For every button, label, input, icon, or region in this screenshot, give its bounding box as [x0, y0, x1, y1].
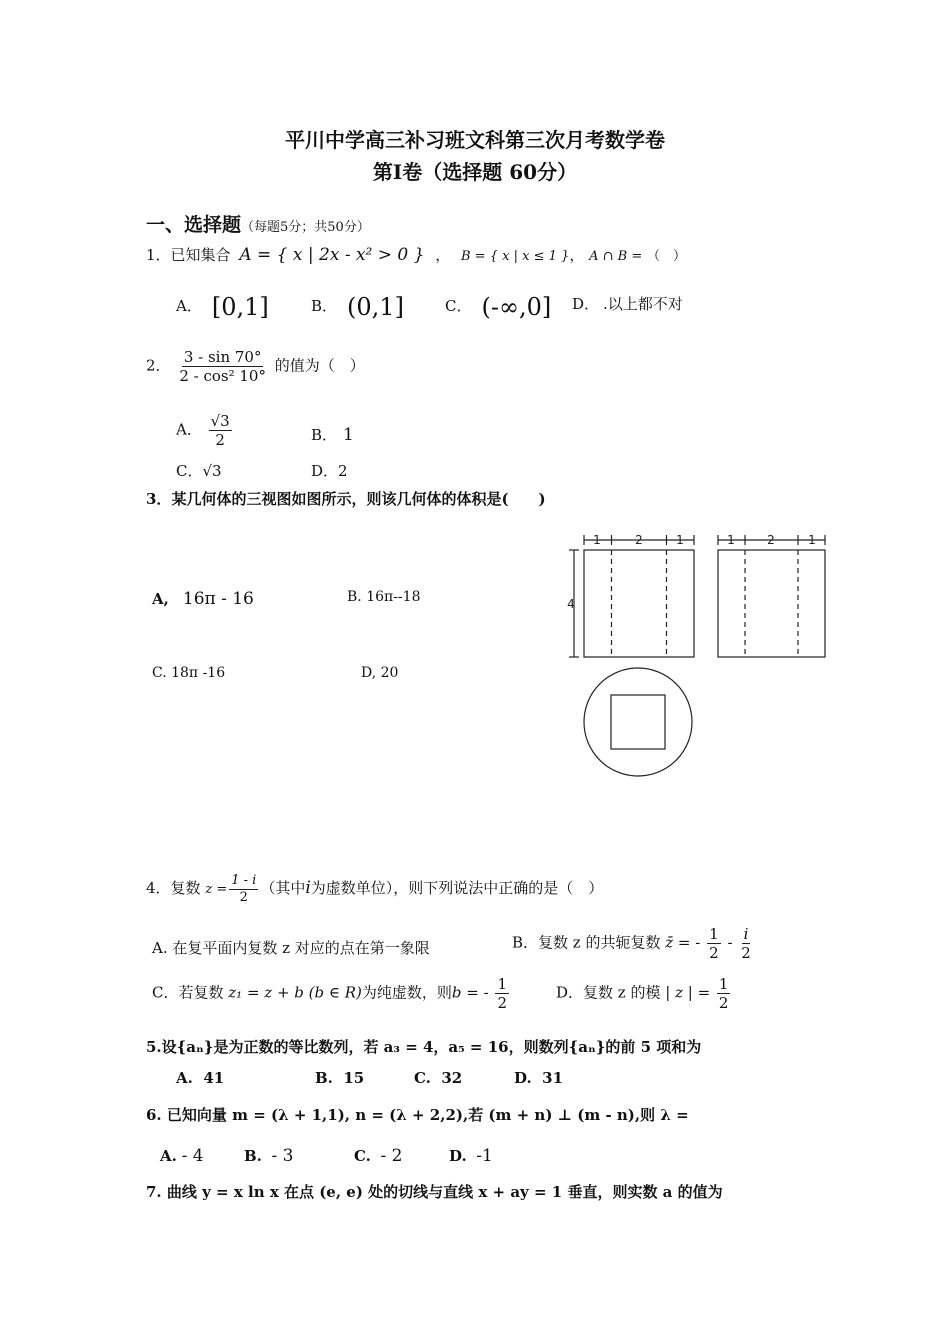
- option-label: A．: [176, 297, 202, 315]
- imag-unit: i: [305, 878, 311, 899]
- q3-option-d[interactable]: D, 20: [361, 665, 399, 681]
- q5-option-d[interactable]: [514, 1069, 563, 1087]
- q1-option-a[interactable]: [176, 293, 269, 321]
- dim-label: 1: [676, 533, 684, 547]
- option-minus: -: [727, 933, 733, 952]
- q4-option-b[interactable]: [512, 925, 755, 962]
- question-6: 6. 已知向量 m = (λ + 1,1), n = (λ + 2,2),若 (m + n) ⊥ (m - n),则 λ =: [146, 1106, 689, 1124]
- option-label: D.: [449, 1147, 467, 1165]
- q2-option-d[interactable]: [311, 460, 348, 481]
- question-text: 的值为（ ）: [274, 356, 365, 375]
- q6-option-d[interactable]: [449, 1146, 493, 1166]
- page-subtitle: 第Ⅰ卷（选择题 60分）: [372, 160, 578, 184]
- section-heading: [146, 210, 370, 237]
- option-text: D．复数 z 的模: [556, 983, 661, 1002]
- option-label: B．: [311, 297, 338, 315]
- question-5: 5.设{aₙ}是为正数的等比数列，若 a₃ = 4，a₅ = 16，则数列{aₙ}的前 5 项和为: [146, 1038, 702, 1056]
- q4-option-c[interactable]: [152, 975, 511, 1012]
- question-7: 7. 曲线 y = x ln x 在点 (e, e) 处的切线与直线 x + ay = 1 垂直，则实数 a 的值为: [146, 1183, 723, 1201]
- option-text: B．复数 z 的共轭复数: [512, 933, 661, 952]
- option-label: A．: [176, 420, 202, 439]
- z-equation: z =: [205, 882, 228, 898]
- option-value: - 4: [181, 1146, 204, 1166]
- option-value: -1: [476, 1146, 493, 1166]
- option-fraction: $\frac{i}{2}$: [741, 925, 751, 962]
- option-label: C．: [445, 297, 472, 315]
- question-text: 已知集合: [170, 246, 231, 264]
- side-view-rect: [718, 550, 825, 657]
- option-label: D．: [311, 462, 339, 480]
- q3-option-c[interactable]: C. 18π -16: [152, 665, 226, 681]
- answer-paren: （ ）: [647, 249, 687, 264]
- question-number: 1．: [146, 246, 171, 264]
- q2-option-a[interactable]: [176, 412, 234, 449]
- option-value: (0,1]: [347, 293, 404, 321]
- option-value: 15: [343, 1069, 365, 1087]
- q1-option-c[interactable]: [445, 293, 551, 321]
- q3-option-a[interactable]: [152, 589, 254, 609]
- q1-option-d[interactable]: [572, 293, 683, 314]
- option-label: D.: [514, 1069, 532, 1087]
- dim-label: 1: [593, 533, 601, 547]
- question-1: 1．已知集合 A = { x | 2x - x² > 0 } ， B = { x | x ≤ 1 }， A ∩ B = （ ）: [146, 245, 687, 265]
- q4-option-d[interactable]: [556, 975, 732, 1012]
- set-a: A = { x | 2x - x² > 0 }: [239, 245, 425, 265]
- option-eq: z̄ = -: [665, 933, 701, 952]
- q2-option-b[interactable]: [311, 424, 354, 445]
- question-text: 为虚数单位），则下列说法中正确的是（ ）: [310, 879, 604, 898]
- section-note: （每题5分；共50分）: [241, 220, 370, 235]
- set-b: B = { x | x ≤ 1 }: [461, 249, 570, 264]
- q6-option-c[interactable]: [354, 1146, 402, 1166]
- option-fraction: $\frac{1}{2}$: [718, 975, 729, 1012]
- option-label: B．: [311, 426, 338, 444]
- option-eq: b = -: [451, 983, 489, 1002]
- option-value: [0,1]: [211, 293, 269, 321]
- option-eq: | z | =: [665, 983, 711, 1002]
- section-title: 一、选择题: [146, 214, 242, 236]
- option-label: C.: [354, 1147, 371, 1165]
- option-label: B.: [315, 1069, 333, 1087]
- dim-label: 1: [808, 533, 816, 547]
- q4-option-a[interactable]: A. 在复平面内复数 z 对应的点在第一象限: [152, 939, 430, 957]
- option-eq: z₁ = z + b (b ∈ R): [228, 983, 362, 1002]
- question-text: 复数: [170, 879, 201, 898]
- option-label: A.: [160, 1147, 177, 1165]
- option-label: C.: [414, 1069, 431, 1087]
- q2-fraction: $\frac{3 - \sin 70^\circ}{\text{2 - cos² 10°}}$: [179, 348, 266, 385]
- option-value: $\frac{√3}{2}$: [210, 412, 230, 449]
- option-value: 31: [542, 1069, 564, 1087]
- option-value: (-∞,0]: [481, 293, 552, 321]
- option-value: .以上都不对: [603, 295, 683, 313]
- question-number: 2．: [146, 356, 171, 375]
- option-fraction: $\frac{1}{2}$: [709, 925, 719, 962]
- dim-label: 2: [767, 533, 775, 547]
- q4-fraction: $\frac{1 - i}{2}$: [231, 873, 257, 905]
- dim-label: 1: [727, 533, 735, 547]
- question-number: 4．: [146, 879, 171, 898]
- q1-option-b[interactable]: [311, 293, 404, 321]
- option-text: 为纯虚数，则: [361, 983, 452, 1002]
- three-view-figure: [560, 525, 840, 785]
- option-fraction: $\frac{1}{2}$: [497, 975, 508, 1012]
- option-label: A,: [152, 590, 169, 608]
- q2-option-c[interactable]: [176, 460, 222, 481]
- option-value: 16π - 16: [182, 589, 254, 609]
- option-value: - 3: [271, 1146, 294, 1166]
- option-label: B.: [244, 1147, 262, 1165]
- option-text: C．若复数: [152, 983, 224, 1002]
- option-value: 41: [203, 1069, 225, 1087]
- option-value: √3: [202, 462, 222, 480]
- intersection-expr: A ∩ B =: [589, 249, 643, 264]
- option-value: 32: [441, 1069, 463, 1087]
- option-value: 1: [343, 425, 354, 445]
- q3-option-b[interactable]: B. 16π--18: [347, 589, 421, 605]
- q5-option-b[interactable]: [315, 1069, 364, 1087]
- dim-label: 4: [567, 597, 575, 611]
- option-value: 2: [338, 462, 348, 480]
- option-label: A.: [176, 1069, 193, 1087]
- front-view-rect: [584, 550, 694, 657]
- option-label: C．: [176, 462, 203, 480]
- top-view-circle: [584, 668, 692, 776]
- question-2: [146, 348, 365, 385]
- q6-option-b[interactable]: [244, 1146, 293, 1166]
- option-label: D．: [572, 295, 600, 313]
- question-4: [146, 873, 603, 905]
- q6-option-a[interactable]: [160, 1146, 204, 1166]
- top-view-square: [611, 695, 665, 749]
- option-value: - 2: [380, 1146, 403, 1166]
- dim-label: 2: [635, 533, 643, 547]
- q5-option-c[interactable]: [414, 1069, 462, 1087]
- question-number: 3．: [146, 490, 172, 508]
- question-3: [146, 488, 546, 509]
- question-text: 某几何体的三视图如图所示，则该几何体的体积是( ): [171, 490, 546, 508]
- question-text: （其中: [260, 879, 306, 898]
- q5-option-a[interactable]: [176, 1069, 224, 1087]
- page-title: 平川中学高三补习班文科第三次月考数学卷: [285, 128, 665, 152]
